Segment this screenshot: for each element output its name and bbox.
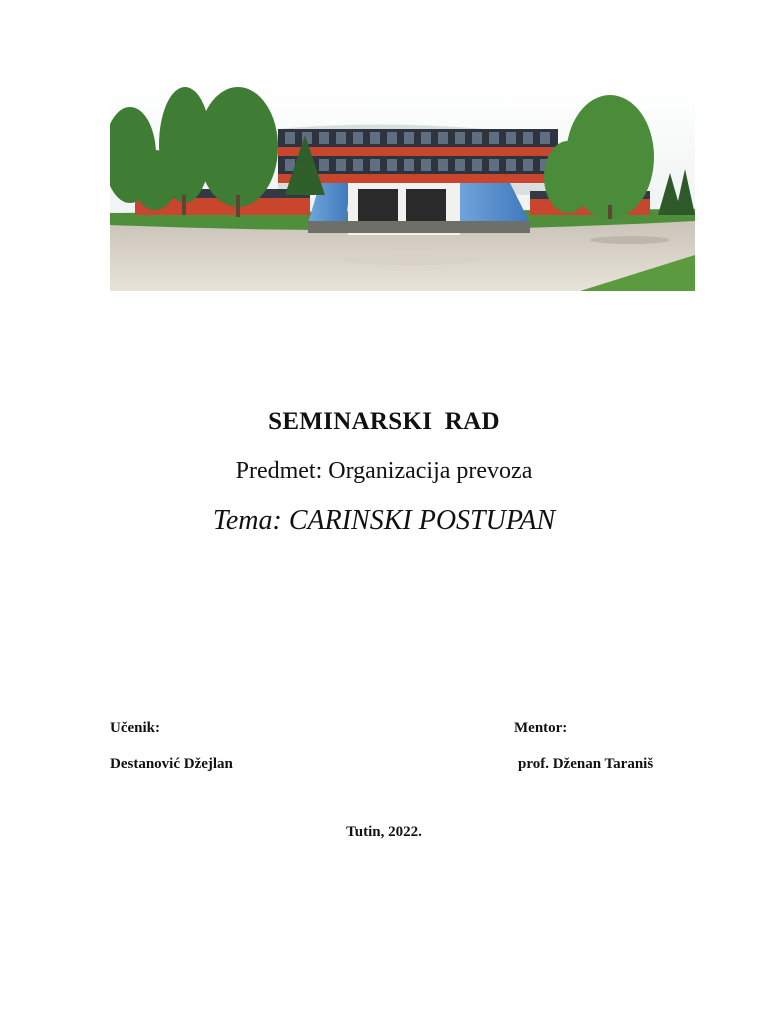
school-building-photo xyxy=(110,85,695,291)
document-title: SEMINARSKI RAD xyxy=(268,408,500,435)
topic-line: Tema: CARINSKI POSTUPAN xyxy=(212,505,556,536)
mentor-label: Mentor: xyxy=(514,720,568,736)
subject-line: Predmet: Organizacija prevoza xyxy=(235,458,533,484)
student-label: Učenik: xyxy=(110,720,160,736)
school-building-illustration xyxy=(110,85,695,291)
place-and-date: Tutin, 2022. xyxy=(346,824,422,840)
student-name: Destanović Džejlan xyxy=(110,756,233,772)
mentor-name: prof. Dženan Taraniš xyxy=(518,756,654,772)
